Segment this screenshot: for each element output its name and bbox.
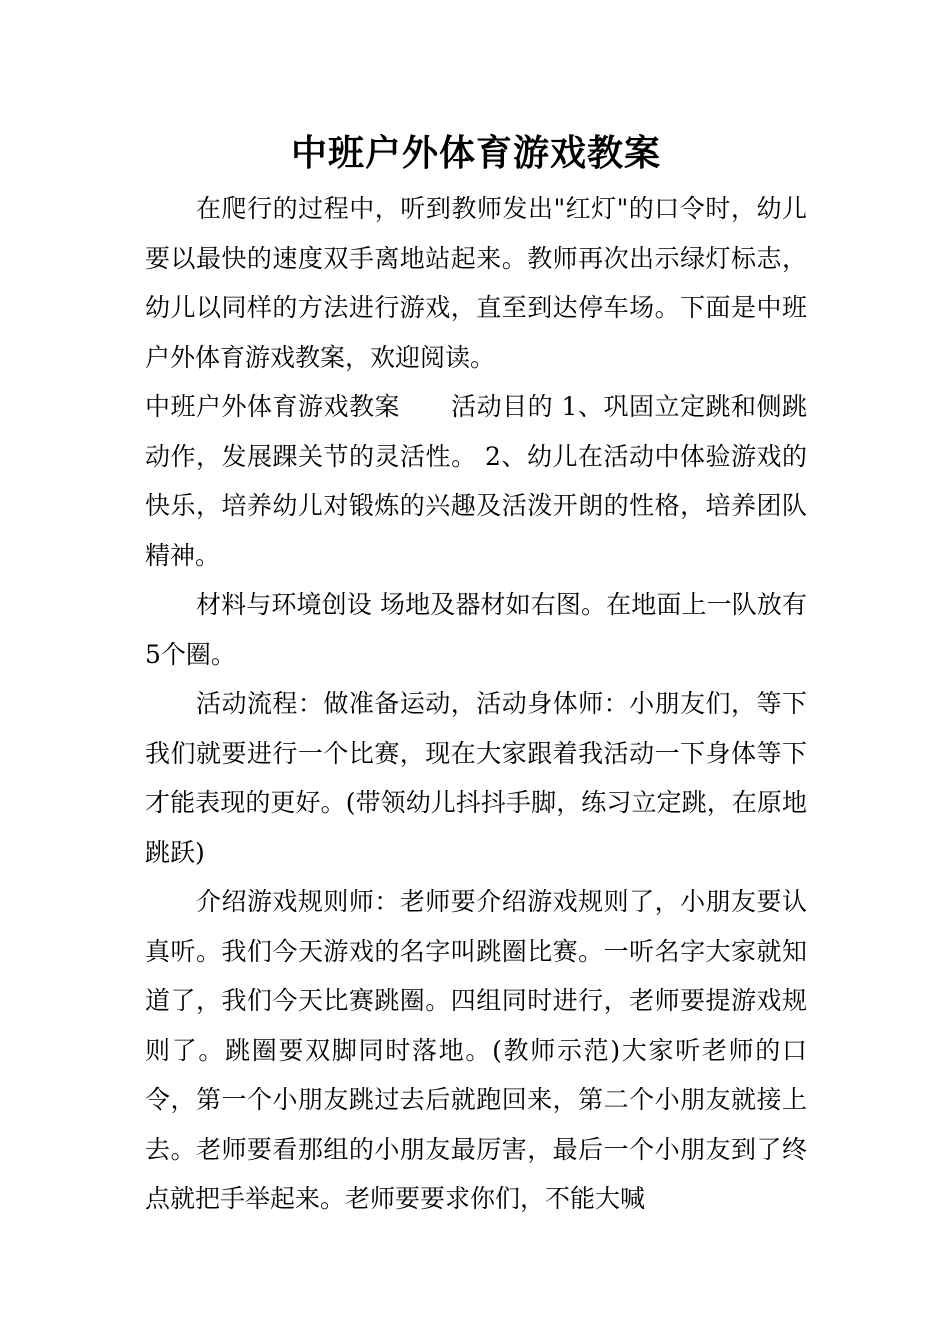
document-page <box>145 128 807 1224</box>
paragraph-objectives: 中班户外体育游戏教案 活动目的 1、巩固立定跳和侧跳动作，发展踝关节的灵活性。 2、幼儿在活动中体验游戏的快乐，培养幼儿对锻炼的兴趣及活泼开朗的性格，培养团队精神。 <box>145 392 807 570</box>
paragraph-rules: 介绍游戏规则师：老师要介绍游戏规则了，小朋友要认真听。我们今天游戏的名字叫跳圈比赛。一听名字大家就知道了，我们今天比赛跳圈。四组同时进行，老师要提游戏规则了。跳圈要双脚同时落地。(教师示范)大家听老师的口令，第一个小朋友跳过去后就跑回来，第二个小朋友就接上去。老师要看那组的小朋友最厉害，最后一个小朋友到了终点就把手举起来。老师要要求你们，不能大喊 <box>145 887 807 1213</box>
paragraph-intro: 在爬行的过程中，听到教师发出"红灯"的口令时，幼儿要以最快的速度双手离地站起来。教师再次出示绿灯标志，幼儿以同样的方法进行游戏，直至到达停车场。下面是中班户外体育游戏教案，欢迎阅读。 <box>145 194 807 372</box>
paragraph-process: 活动流程：做准备运动，活动身体师：小朋友们，等下我们就要进行一个比赛，现在大家跟着我活动一下身体等下才能表现的更好。(带领幼儿抖抖手脚，练习立定跳，在原地跳跃) <box>145 689 807 867</box>
document-title: 中班户外体育游戏教案 <box>290 132 661 174</box>
paragraph-materials: 材料与环境创设 场地及器材如右图。在地面上一队放有5个圈。 <box>145 590 807 669</box>
